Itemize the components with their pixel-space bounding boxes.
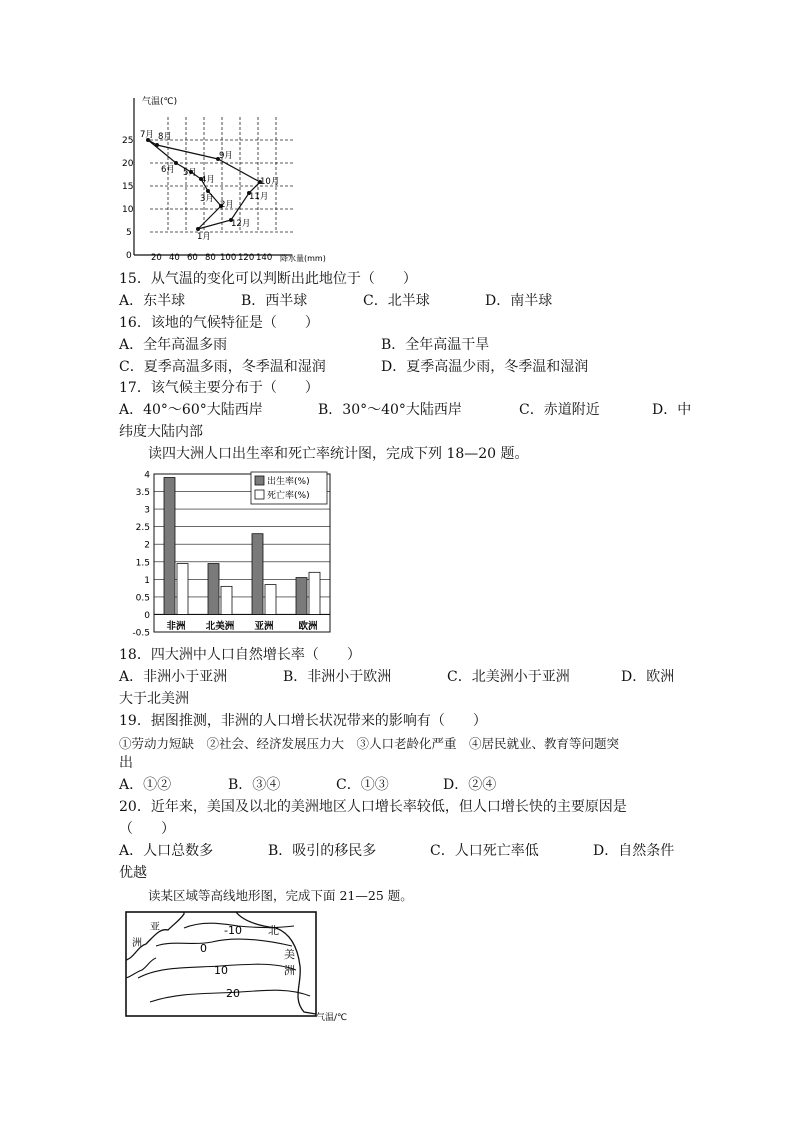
- q18-option-d-wrap: 大于北美洲: [119, 691, 189, 707]
- point-label: 10月: [260, 177, 280, 187]
- q19-option-d[interactable]: D．②④: [443, 777, 497, 793]
- q20-option-d-wrap: 优越: [119, 865, 147, 881]
- point-label: 12月: [231, 219, 251, 229]
- map-label-asia-2: 洲: [132, 938, 142, 949]
- y-tick-label: -0.5: [132, 628, 150, 639]
- bar-birth-3: [296, 578, 307, 615]
- q18-option-a[interactable]: A．非洲小于亚洲: [119, 669, 228, 685]
- map-label-north-america-1: 北: [268, 924, 279, 937]
- y-tick: 15: [122, 182, 134, 192]
- point-label: 4月: [201, 175, 215, 185]
- y-axis-label: 气温(℃): [142, 97, 178, 107]
- point-label: 1月: [197, 232, 211, 242]
- q17-option-c[interactable]: C．赤道附近: [519, 402, 600, 418]
- q15-option-a[interactable]: A．东半球: [119, 293, 186, 309]
- y-tick-label: 0: [144, 610, 150, 621]
- x-tick: 60: [187, 253, 198, 263]
- y-tick-label: 0.5: [135, 593, 150, 604]
- climate-chart: [120, 92, 326, 264]
- legend-swatch-birth: [255, 476, 264, 485]
- population-bar-chart: [120, 468, 332, 638]
- category-label: 亚洲: [254, 621, 274, 632]
- x-tick: 80: [205, 253, 216, 263]
- y-tick-label: 3.5: [135, 488, 150, 499]
- q16-option-c[interactable]: C．夏季高温多雨，冬季温和湿润: [119, 359, 326, 375]
- bar-birth-0: [164, 478, 175, 615]
- isotherm-map: [120, 906, 360, 1024]
- q20-option-d[interactable]: D．自然条件: [593, 843, 675, 859]
- point-label: 11月: [249, 192, 269, 202]
- q20-option-c[interactable]: C．人口死亡率低: [430, 843, 539, 859]
- y-tick-label: 1: [144, 575, 150, 586]
- x-tick: 100: [220, 253, 237, 263]
- point-label: 7月: [140, 130, 154, 140]
- q19-option-a[interactable]: A．①②: [119, 777, 172, 793]
- y-tick-label: 2.5: [135, 523, 150, 534]
- q16-option-b[interactable]: B．全年高温干旱: [381, 337, 490, 353]
- q15-option-c[interactable]: C．北半球: [363, 293, 430, 309]
- q17-option-d[interactable]: D．中: [652, 402, 692, 418]
- category-label: 北美洲: [205, 621, 235, 632]
- q16-option-d[interactable]: D．夏季高温少雨，冬季温和湿润: [381, 359, 589, 375]
- y-tick: 20: [122, 159, 134, 169]
- y-tick-label: 4: [144, 470, 150, 481]
- y-tick: 5: [126, 228, 132, 238]
- question-19-stem: 19．据图推测，非洲的人口增长状况带来的影响有（ ）: [119, 713, 487, 729]
- question-20-stem: 20．近年来，美国及以北的美洲地区人口增长率较低，但人口增长快的主要原因是: [119, 799, 627, 815]
- y-tick-label: 1.5: [135, 558, 150, 569]
- q19-option-c[interactable]: C．①③: [336, 777, 389, 793]
- q19-items-wrap: 出: [119, 755, 133, 771]
- q17-option-d-wrap: 纬度大陆内部: [119, 424, 203, 440]
- legend-swatch-death: [255, 490, 264, 499]
- intro-18-20: 读四大洲人口出生率和死亡率统计图，完成下列 18—20 题。: [148, 446, 529, 462]
- point-label: 8月: [158, 132, 172, 142]
- q15-option-b[interactable]: B．西半球: [241, 293, 308, 309]
- x-tick: 40: [169, 253, 180, 263]
- point-label: 5月: [183, 168, 197, 178]
- bar-death-2: [265, 585, 276, 615]
- q20-option-a[interactable]: A．人口总数多: [119, 843, 214, 859]
- point-label: 2月: [220, 200, 234, 210]
- q17-option-b[interactable]: B．30°～40°大陆西岸: [318, 402, 462, 418]
- question-15-stem: 15．从气温的变化可以判断出此地位于（ ）: [119, 271, 417, 287]
- q16-option-a[interactable]: A．全年高温多雨: [119, 337, 228, 353]
- category-label: 非洲: [166, 621, 186, 632]
- x-tick: 20: [151, 253, 162, 263]
- q18-option-b[interactable]: B．非洲小于欧洲: [283, 669, 392, 685]
- isotherm-label-20: 20: [226, 987, 240, 1000]
- isotherm-label-10: 10: [214, 964, 228, 977]
- q20-option-b[interactable]: B．吸引的移民多: [268, 843, 377, 859]
- point-label: 9月: [219, 151, 233, 161]
- map-label-north-america-3: 洲: [284, 964, 295, 977]
- q17-option-a[interactable]: A．40°～60°大陆西岸: [119, 402, 263, 418]
- isotherm-label-minus-10: -10: [224, 924, 242, 937]
- intro-21-25: 读某区域等高线地形图，完成下面 21—25 题。: [148, 888, 413, 903]
- map-unit-label: 气温/℃: [316, 1013, 348, 1023]
- bar-birth-2: [252, 534, 263, 615]
- legend-label-birth: 出生率(%): [267, 477, 310, 487]
- y-tick: 25: [122, 136, 134, 146]
- bar-death-0: [177, 564, 188, 615]
- map-label-asia-1: 亚: [150, 922, 160, 933]
- category-label: 欧洲: [298, 621, 318, 632]
- point-label: 3月: [200, 194, 214, 204]
- q19-items: ①劳动力短缺 ②社会、经济发展压力大 ③人口老龄化严重 ④居民就业、教育等问题突: [119, 736, 620, 751]
- bar-death-3: [309, 572, 320, 614]
- point-label: 6月: [161, 165, 175, 175]
- y-tick: 0: [126, 251, 132, 261]
- q18-option-d[interactable]: D．欧洲: [621, 669, 675, 685]
- bar-birth-1: [208, 564, 219, 615]
- isotherm-label-0: 0: [200, 942, 207, 955]
- q19-option-b[interactable]: B．③④: [228, 777, 281, 793]
- x-axis-label: 降水量(mm): [280, 254, 326, 263]
- question-18-stem: 18．四大洲中人口自然增长率（ ）: [119, 647, 361, 663]
- x-tick: 140: [256, 253, 273, 263]
- x-tick: 120: [238, 253, 255, 263]
- question-16-stem: 16．该地的气候特征是（ ）: [119, 315, 319, 331]
- question-17-stem: 17．该气候主要分布于（ ）: [119, 380, 319, 396]
- map-label-north-america-2: 美: [284, 948, 295, 961]
- y-tick-label: 2: [144, 540, 150, 551]
- q15-option-d[interactable]: D．南半球: [485, 293, 553, 309]
- question-20-stem-wrap: （ ）: [119, 821, 175, 837]
- legend-label-death: 死亡率(%): [267, 491, 310, 501]
- y-tick: 10: [122, 205, 134, 215]
- y-tick-label: 3: [144, 505, 150, 516]
- bar-death-1: [221, 586, 232, 614]
- q18-option-c[interactable]: C．北美洲小于亚洲: [447, 669, 570, 685]
